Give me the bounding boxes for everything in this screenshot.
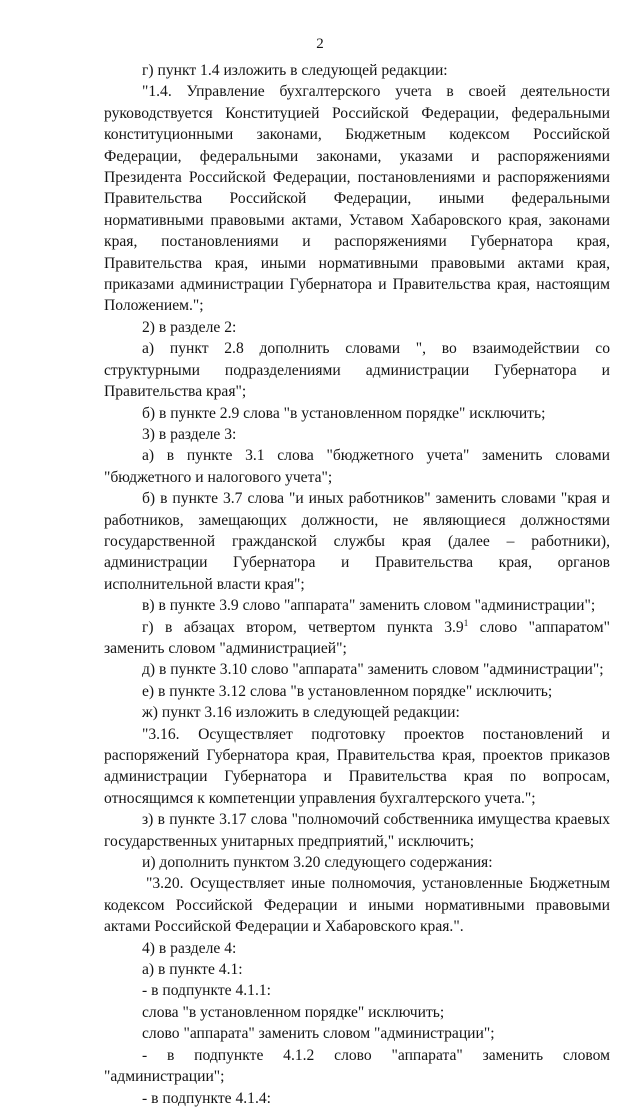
- paragraph: г) пункт 1.4 изложить в следующей редакции:: [142, 62, 448, 79]
- paragraph: - в подпункте 4.1.4:: [142, 1089, 271, 1107]
- paragraph: ж) пункт 3.16 изложить в следующей редакции:: [142, 704, 460, 722]
- paragraph: "3.20. Осуществляет иные полномочия, установленные Бюджетным кодексом Российской Федерации и иными нормативными правовыми актами Российской Федерации и Хабаровского края.".: [104, 875, 610, 936]
- paragraph: в) в пункте 3.9 слово "аппарата" заменить словом "администрации";: [142, 597, 596, 615]
- paragraph-text: г) в абзацах втором, четвертом пункта 3.9: [142, 618, 464, 636]
- paragraph: и) дополнить пунктом 3.20 следующего содержания:: [142, 854, 493, 872]
- paragraph: 3) в разделе 3:: [142, 425, 237, 443]
- paragraph: б) в пункте 2.9 слова "в установленном порядке" исключить;: [142, 404, 546, 422]
- paragraph: д) в пункте 3.10 слово "аппарата" заменить словом "администрации";: [142, 661, 604, 679]
- paragraph: "3.16. Осуществляет подготовку проектов постановлений и распоряжений Губернатора края, Правительства края, проектов приказов администрации Губернатора и Правительства края по вопросам, относящимся к компетенции управления бухгалтерского учета.";: [104, 725, 610, 807]
- paragraph: слова "в установленном порядке" исключить;: [142, 1003, 445, 1021]
- paragraph: з) в пункте 3.17 слова "полномочий собственника имущества краевых государственных унитарных предприятий," исключить;: [104, 811, 610, 850]
- paragraph: а) пункт 2.8 дополнить словами ", во взаимодействии со структурными подразделениями администрации Губернатора и Правительства края";: [104, 340, 610, 401]
- paragraph: "1.4. Управление бухгалтерского учета в своей деятельности руководствуется Конституцией Российской Федерации, федеральными конституционными законами, Бюджетным кодексом Российской Федерации, федеральными законами, указами и распоряжениями Президента Российской Федерации, постановлениями и распоряжениями Правительства Российской Федерации, иными федеральными нормативными правовыми актами, Уставом Хабаровского края, законами края, постановлениями и распоряжениями Губернатора края, Правительства края, иными нормативными правовыми актами края, приказами администрации Губернатора и Правительства края, настоящим Положением.";: [104, 83, 610, 315]
- page-number: 2: [316, 36, 324, 52]
- paragraph: е) в пункте 3.12 слова "в установленном порядке" исключить;: [142, 682, 553, 700]
- document-body: [104, 60, 610, 1109]
- superscript: 1: [463, 617, 469, 628]
- paragraph-text: слово "аппаратом" заменить словом "администрацией";: [104, 618, 610, 657]
- paragraph: слово "аппарата" заменить словом "администрации";: [142, 1025, 495, 1043]
- paragraph: 4) в разделе 4:: [142, 939, 237, 957]
- paragraph-with-superscript: [104, 617, 610, 660]
- paragraph: 2) в разделе 2:: [142, 318, 237, 336]
- paragraph: а) в пункте 3.1 слова "бюджетного учета" заменить словами "бюджетного и налогового учета";: [104, 447, 610, 486]
- paragraph: - в подпункте 4.1.2 слово "аппарата" заменить словом "администрации";: [104, 1046, 610, 1086]
- paragraph: б) в пункте 3.7 слова "и иных работников" заменить словами "края и работников, замещающих должности, не являющиеся должностями государственной гражданской службы края (далее – работники), администрации Губернатора и Правительства края, органов исполнительной власти края";: [104, 490, 610, 593]
- paragraph: - в подпункте 4.1.1:: [142, 982, 271, 1000]
- paragraph: а) в пункте 4.1:: [142, 961, 243, 979]
